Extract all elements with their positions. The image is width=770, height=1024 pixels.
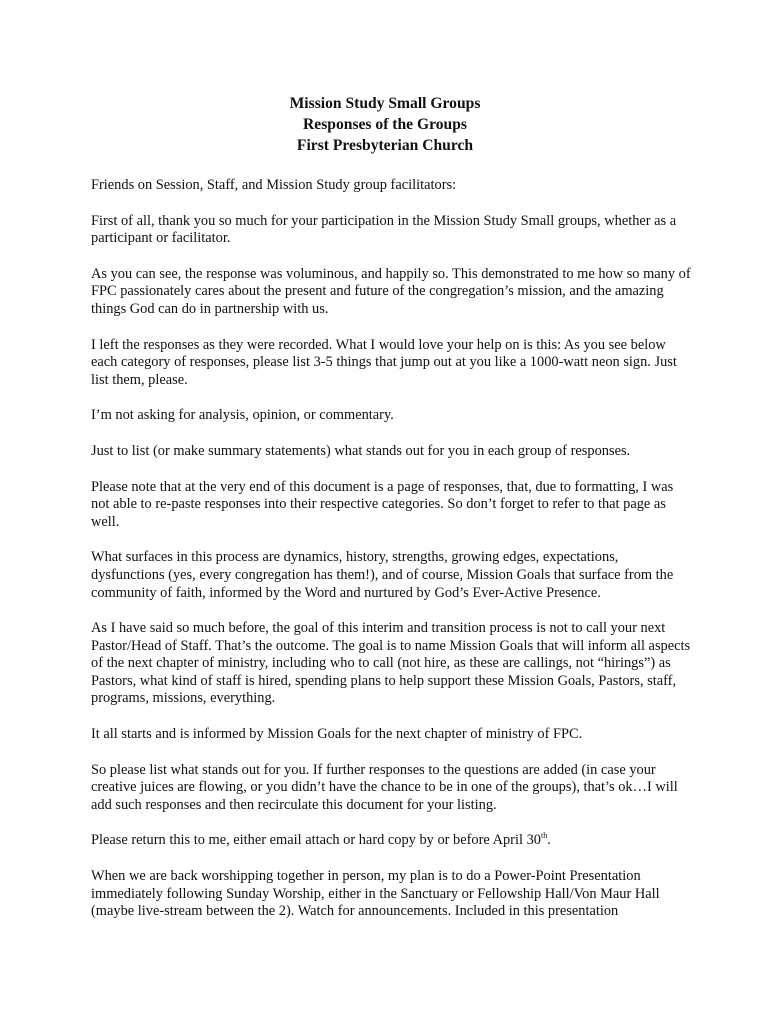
- body-paragraph: I left the responses as they were recorded. What I would love your help on is this: As you see below each category of responses, please list 3-5 things that jump out at you like a 1000-watt neon sign. Just list them, please.: [91, 336, 677, 388]
- title-line: Mission Study Small Groups: [289, 95, 481, 112]
- church-name-line: First Presbyterian Church: [296, 137, 474, 154]
- body-paragraph: Just to list (or make summary statements) what stands out for you in each group of responses.: [91, 442, 631, 459]
- document-title: [0, 93, 770, 156]
- presentation-paragraph: When we are back worshipping together in person, my plan is to do a Power-Point Presentation immediately following Sunday Worship, either in the Sanctuary or Fellowship Hall/Von Maur Hall (maybe live-stream between the 2). Watch for announcements. Included in this presentation: [91, 868, 660, 920]
- body-paragraph: I’m not asking for analysis, opinion, or commentary.: [91, 407, 394, 424]
- subtitle-line: Responses of the Groups: [303, 116, 467, 133]
- body-paragraph: Please note that at the very end of this document is a page of responses, that, due to formatting, I was not able to re-paste responses into their respective categories. So don’t forget to refer to that page as well.: [91, 478, 674, 530]
- greeting-paragraph: Friends on Session, Staff, and Mission Study group facilitators:: [91, 177, 457, 193]
- document-body: [91, 177, 691, 939]
- body-paragraph: First of all, thank you so much for your participation in the Mission Study Small groups, whether as a participant or facilitator.: [91, 212, 677, 247]
- return-deadline-text: Please return this to me, either email attach or hard copy by or before April 30: [91, 832, 541, 849]
- body-paragraph: So please list what stands out for you. If further responses to the questions are added (in case your creative juices are flowing, or you didn’t have the chance to be in one of the groups), that’s ok…I will add such responses and then recirculate this document for your listing.: [91, 761, 678, 813]
- return-deadline-paragraph: [91, 832, 691, 850]
- body-paragraph: It all starts and is informed by Mission Goals for the next chapter of ministry of FPC.: [91, 726, 583, 743]
- date-ordinal-suffix: th: [540, 831, 548, 841]
- body-paragraph: As you can see, the response was voluminous, and happily so. This demonstrated to me how so many of FPC passionately cares about the present and future of the congregation’s mission, and the amazing things God can do in partnership with us.: [91, 265, 691, 317]
- sentence-end: .: [547, 832, 551, 849]
- body-paragraph: As I have said so much before, the goal of this interim and transition process is not to call your next Pastor/Head of Staff. That’s the outcome. The goal is to name Mission Goals that will inform all aspects of the next chapter of ministry, including who to call (not hire, as these are callings, not “hirings”) as Pastors, what kind of staff is hired, spending plans to help support these Mission Goals, Pastors, staff, programs, missions, everything.: [91, 620, 691, 707]
- body-paragraph: What surfaces in this process are dynamics, history, strengths, growing edges, expectations, dysfunctions (yes, every congregation has them!), and of course, Mission Goals that surface from the community of faith, informed by the Word and nurtured by God’s Ever-Active Presence.: [91, 549, 674, 601]
